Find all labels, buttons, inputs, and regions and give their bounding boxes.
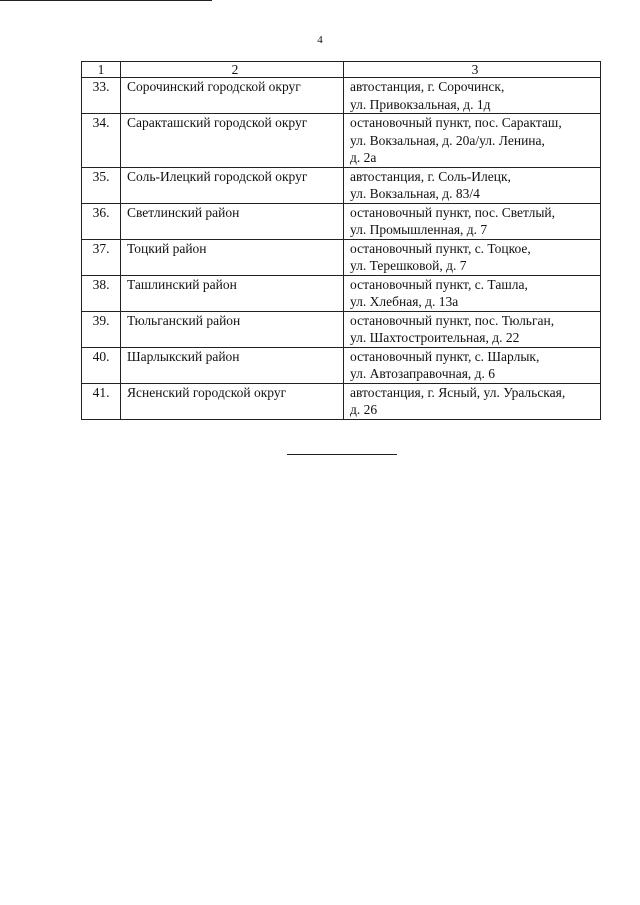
table-row — [82, 167, 601, 203]
table-row — [82, 347, 601, 383]
end-rule — [287, 454, 397, 455]
address-line: остановочный пункт, с. Тоцкое, — [350, 240, 531, 256]
column-header-3: 3 — [344, 62, 601, 78]
address-line: д. 2а — [350, 150, 377, 165]
table-row — [82, 275, 601, 311]
district-name: Саракташский городской округ — [121, 114, 344, 168]
address-line: ул. Терешковой, д. 7 — [350, 258, 467, 273]
row-number: 33. — [82, 78, 121, 114]
district-name: Шарлыкский район — [121, 347, 344, 383]
table-row — [82, 78, 601, 114]
address-line: ул. Автозаправочная, д. 6 — [350, 366, 496, 381]
district-name: Светлинский район — [121, 203, 344, 239]
stop-address — [344, 239, 601, 275]
district-name: Ташлинский район — [121, 275, 344, 311]
row-number: 41. — [82, 383, 121, 419]
row-number: 36. — [82, 203, 121, 239]
address-line: остановочный пункт, пос. Саракташ, — [350, 115, 562, 130]
stop-address — [344, 383, 601, 419]
address-line: ул. Шахтостроительная, д. 22 — [350, 330, 520, 345]
address-line: остановочный пункт, с. Шарлык, — [350, 348, 540, 364]
address-line: остановочный пункт, с. Ташла, — [350, 276, 528, 292]
table-header-row — [82, 62, 601, 78]
address-line: автостанция, г. Соль-Илецк, — [350, 168, 511, 184]
address-line: автостанция, г. Ясный, ул. Уральская, — [350, 384, 566, 400]
district-name: Соль-Илецкий городской округ — [121, 167, 344, 203]
stop-address — [344, 78, 601, 114]
stop-address — [344, 114, 601, 168]
row-number: 34. — [82, 114, 121, 168]
row-number: 38. — [82, 275, 121, 311]
table-row — [82, 311, 601, 347]
stop-address — [344, 311, 601, 347]
address-line: автостанция, г. Сорочинск, — [350, 79, 505, 94]
address-line: ул. Промышленная, д. 7 — [350, 222, 488, 237]
row-number: 35. — [82, 167, 121, 203]
top-rule — [0, 0, 212, 1]
column-header-2: 2 — [121, 62, 344, 78]
stop-address — [344, 275, 601, 311]
address-line: остановочный пункт, пос. Тюльган, — [350, 312, 555, 328]
row-number: 39. — [82, 311, 121, 347]
address-line: ул. Вокзальная, д. 20а/ул. Ленина, — [350, 132, 545, 148]
table-body — [82, 78, 601, 420]
district-name: Ясненский городской округ — [121, 383, 344, 419]
page-number: 4 — [317, 34, 323, 46]
address-line: д. 26 — [350, 402, 378, 417]
address-line: ул. Хлебная, д. 13а — [350, 294, 459, 309]
stop-address — [344, 347, 601, 383]
stop-address — [344, 203, 601, 239]
address-line: ул. Вокзальная, д. 83/4 — [350, 186, 480, 201]
district-name: Тюльганский район — [121, 311, 344, 347]
row-number: 37. — [82, 239, 121, 275]
column-header-1: 1 — [82, 62, 121, 78]
table-row — [82, 203, 601, 239]
routes-table — [81, 61, 601, 420]
district-name: Тоцкий район — [121, 239, 344, 275]
table-row — [82, 114, 601, 168]
table-row — [82, 383, 601, 419]
table-row — [82, 239, 601, 275]
stop-address — [344, 167, 601, 203]
district-name: Сорочинский городской округ — [121, 78, 344, 114]
address-line: остановочный пункт, пос. Светлый, — [350, 204, 556, 220]
row-number: 40. — [82, 347, 121, 383]
address-line: ул. Привокзальная, д. 1д — [350, 96, 491, 112]
